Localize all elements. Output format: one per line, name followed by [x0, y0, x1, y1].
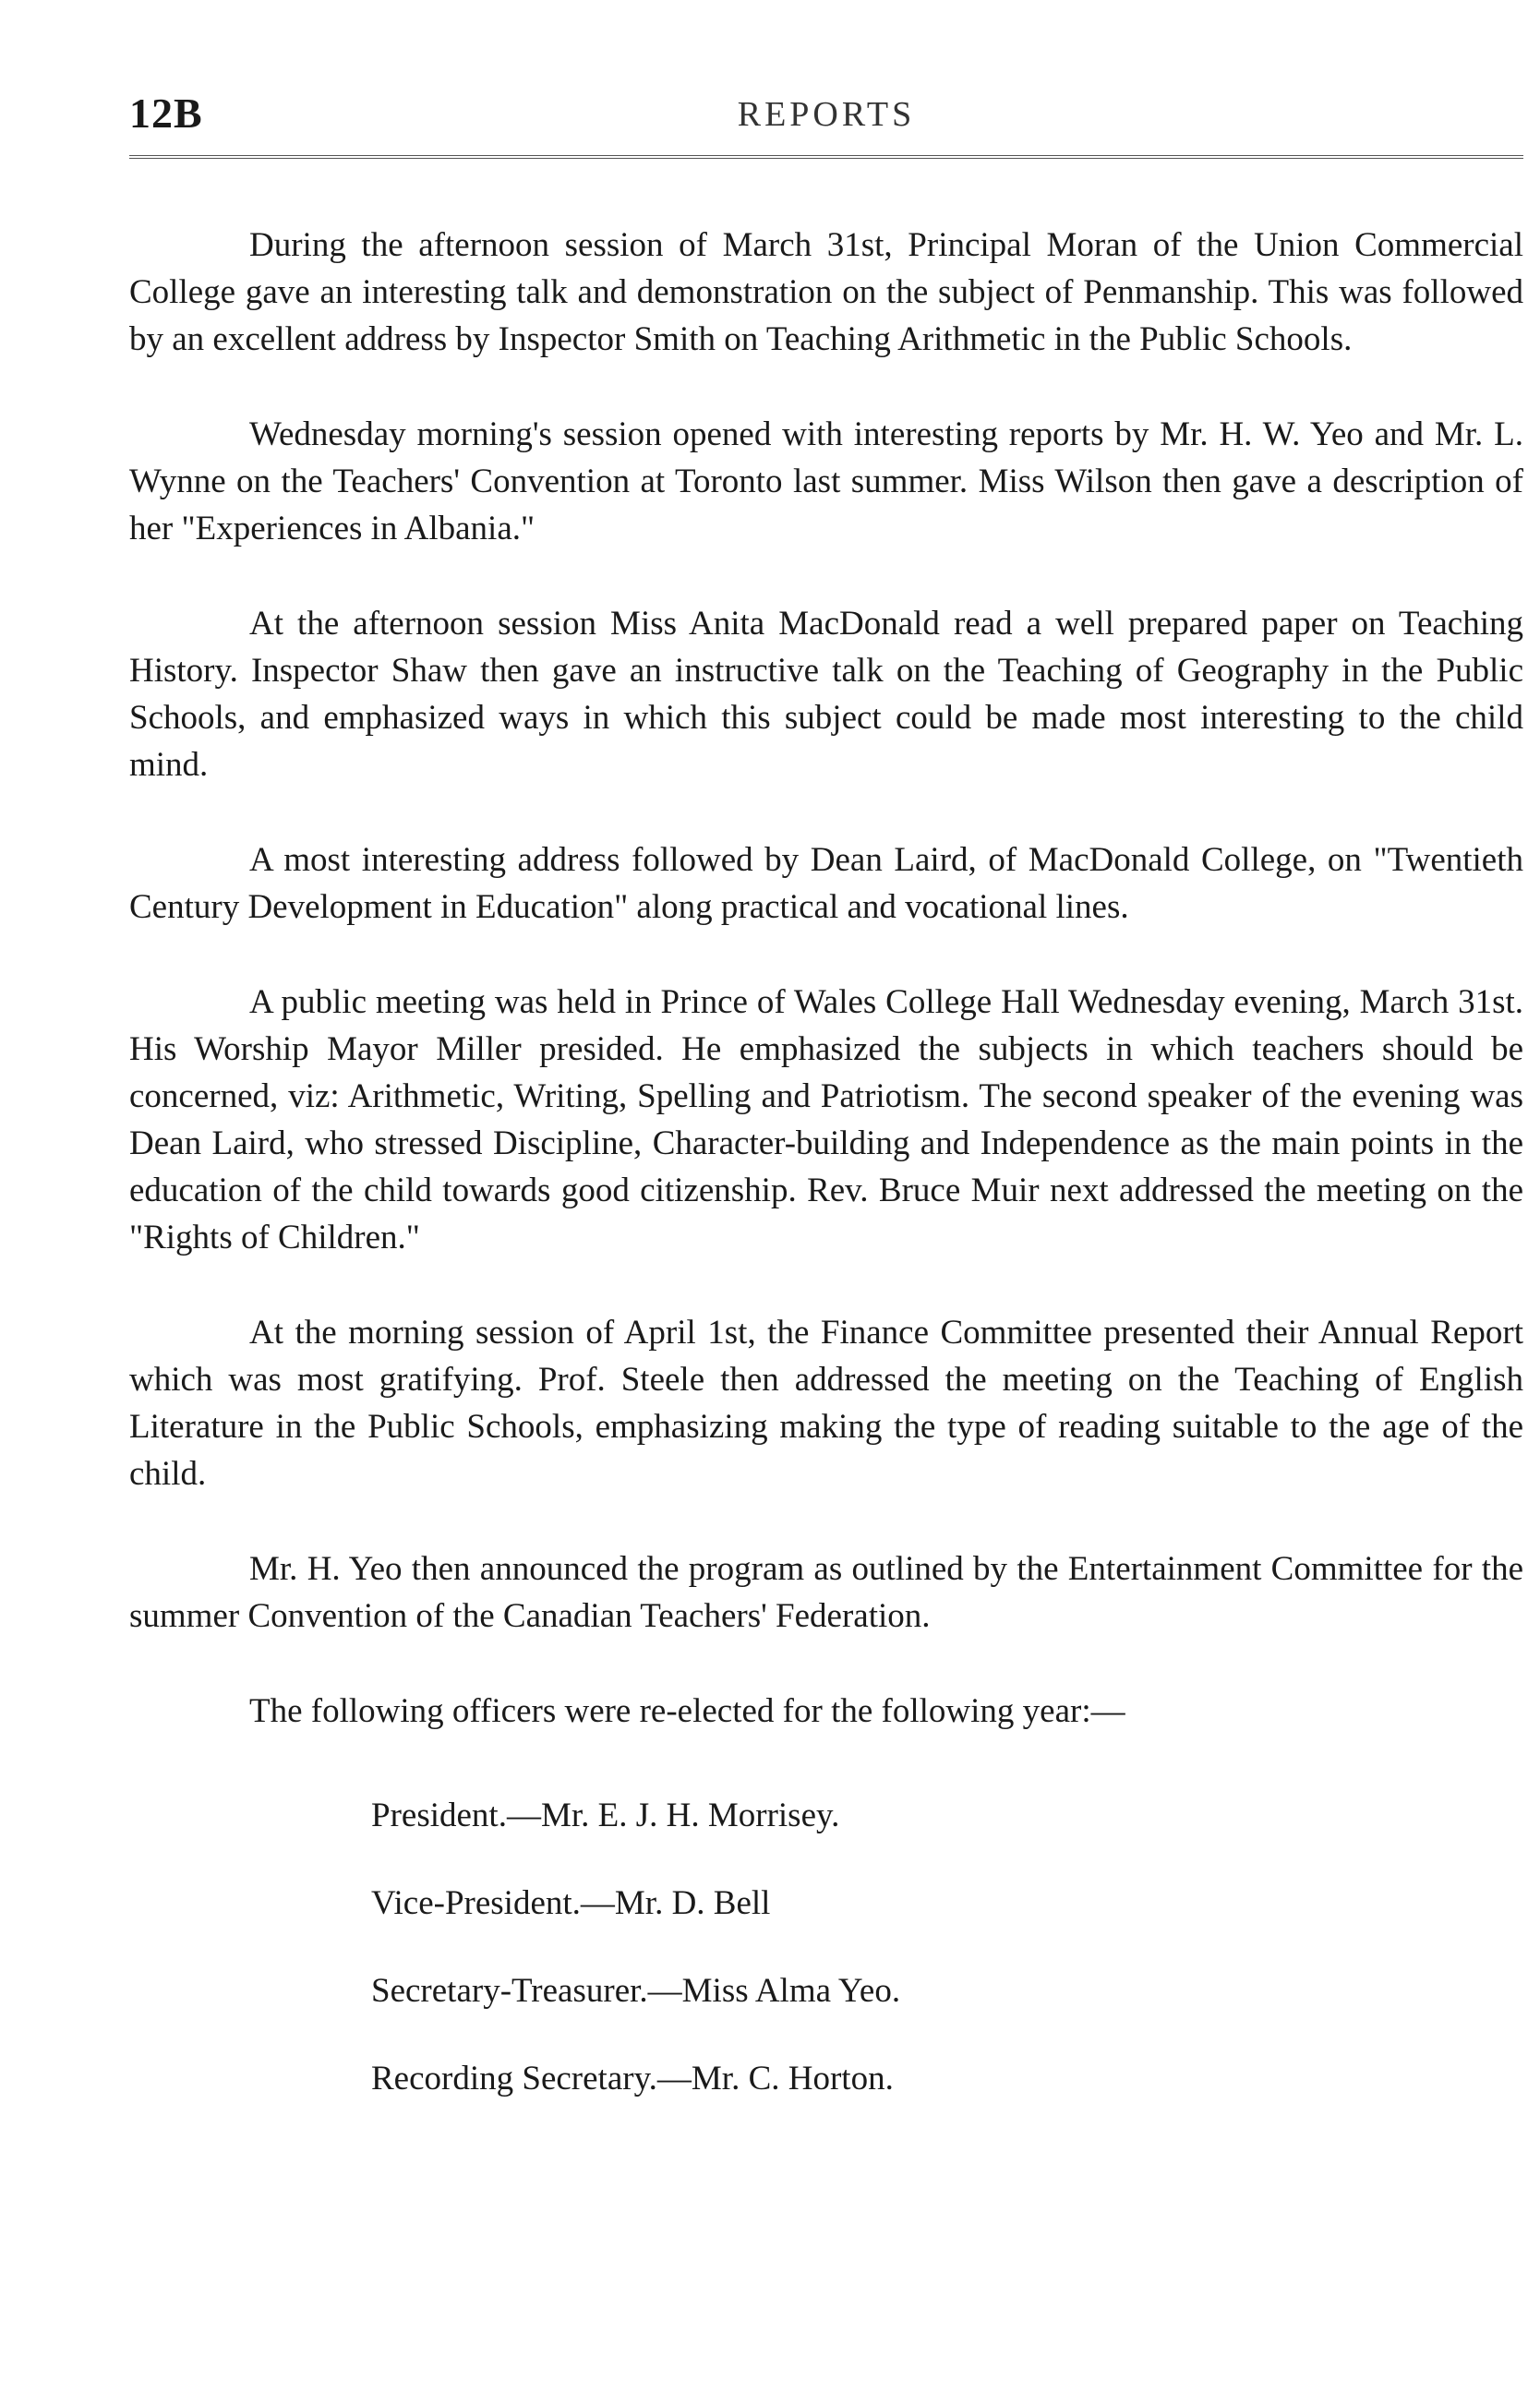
page-number: 12B — [129, 90, 203, 137]
paragraph-penmanship: During the afternoon session of March 31st, Principal Moran of the Union Commercial College gave an interesting talk and demonstration on the subject of Penmanship. This was followed by an excellent address by Inspector Smith on Teaching Arithmetic in the Public Schools. — [129, 226, 1523, 358]
paragraph-wednesday-morning: Wednesday morning's session opened with interesting reports by Mr. H. W. Yeo and Mr. L. Wynne on the Teachers' Convention at Toronto last summer. Miss Wilson then gave a description of her "Experiences in Albania." — [129, 415, 1523, 547]
officers-list — [129, 1792, 1523, 2102]
running-head: REPORTS — [737, 95, 916, 134]
officer-president: President.—Mr. E. J. H. Morrisey. — [371, 1797, 840, 1834]
officer-vice-president: Vice-President.—Mr. D. Bell — [371, 1884, 771, 1922]
report-body — [129, 222, 1523, 2143]
paragraph-dean-laird-address: A most interesting address followed by Dean Laird, of MacDonald College, on "Twentieth Century Development in Education" along practical and vocational lines. — [129, 841, 1523, 926]
page-header — [129, 89, 1523, 144]
paragraph-april-session: At the morning session of April 1st, the Finance Committee presented their Annual Report which was most gratifying. Prof. Steele then addressed the meeting on the Teaching of English Literature in the Public Schools, emphasizing making the type of reading suitable to the age of the child. — [129, 1314, 1523, 1493]
paragraph-public-meeting: A public meeting was held in Prince of Wales College Hall Wednesday evening, March 31st. His Worship Mayor Miller presided. He emphasized the subjects in which teachers should be concerned, viz: Arithmetic, Writing, Spelling and Patriotism. The second speaker of the evening was Dean Laird, who stressed Discipline, Character-building and Independence as the main points in the education of the child towards good citizenship. Rev. Bruce Muir next addressed the meeting on the "Rights of Children." — [129, 983, 1523, 1256]
officer-recording-secretary: Recording Secretary.—Mr. C. Horton. — [371, 2060, 894, 2097]
officers-intro: The following officers were re-elected for the following year:— — [249, 1692, 1125, 1730]
paragraph-afternoon-session: At the afternoon session Miss Anita MacDonald read a well prepared paper on Teaching History. Inspector Shaw then gave an instructive talk on the Teaching of Geography in the Public Schools, and emphasized ways in which this subject could be made most interesting to the child mind. — [129, 605, 1523, 784]
officer-secretary-treasurer: Secretary-Treasurer.—Miss Alma Yeo. — [371, 1972, 901, 2010]
header-rule — [129, 155, 1523, 159]
paragraph-entertainment-program: Mr. H. Yeo then announced the program as outlined by the Entertainment Committee for the summer Convention of the Canadian Teachers' Federation. — [129, 1550, 1523, 1635]
